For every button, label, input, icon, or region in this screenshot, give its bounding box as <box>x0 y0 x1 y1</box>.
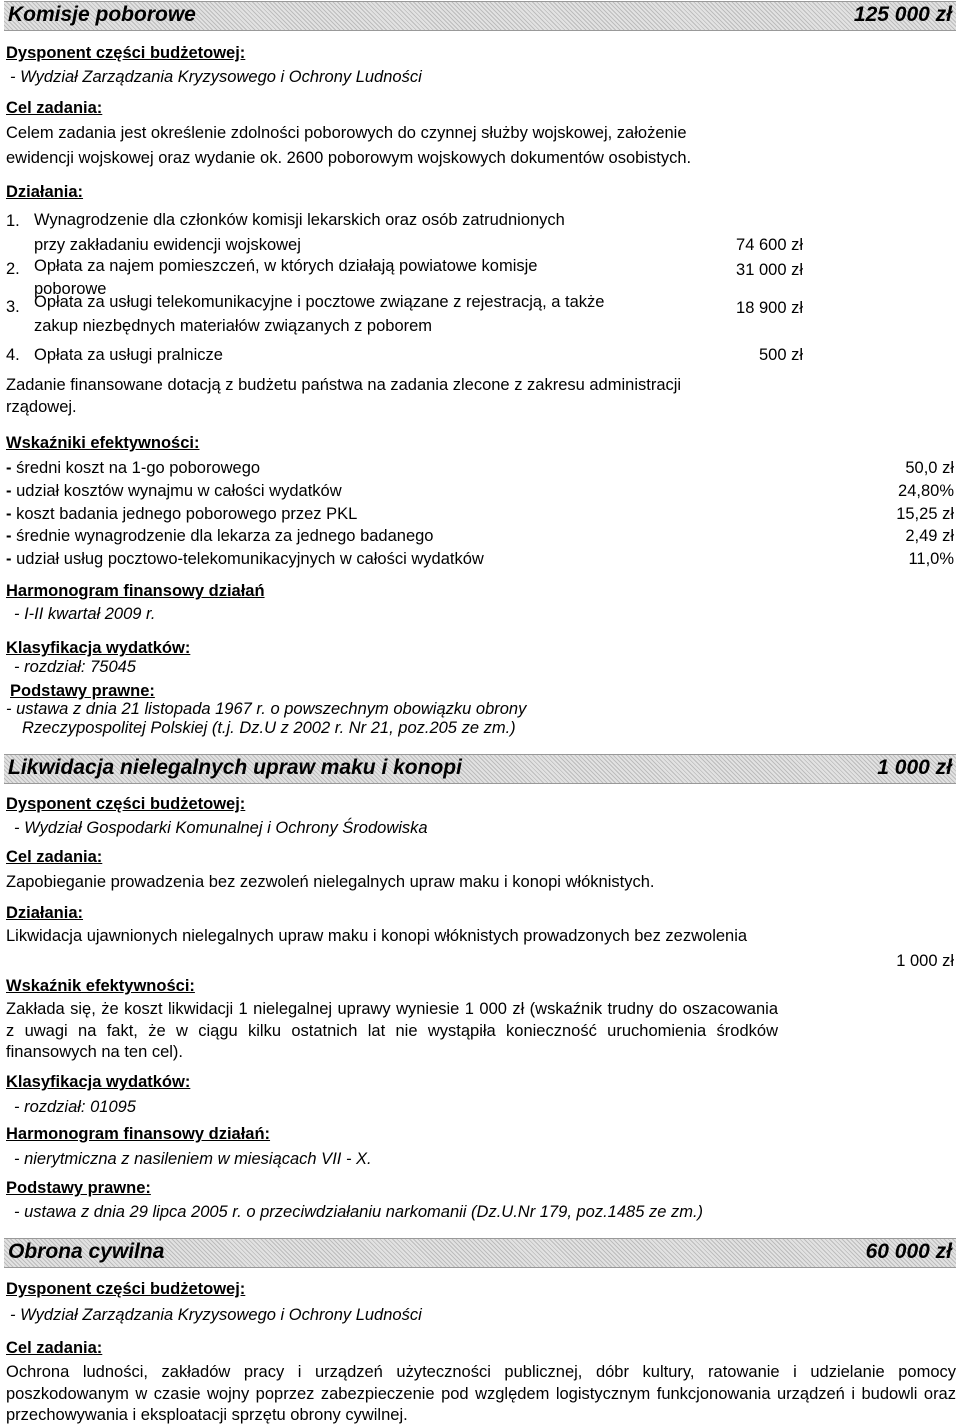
financing-note: Zadanie finansowane dotacją z budżetu państwa na zadania zlecone z zakresu administracji <box>6 376 682 394</box>
dysponent-heading: Dysponent części budżetowej: <box>6 795 246 813</box>
indicator-row: - średnie wynagrodzenie dla lekarza za jednego badanego <box>6 527 434 545</box>
action-text: Opłata za usługi telekomunikacyjne i pocztowe związane z rejestracją, a także <box>34 293 605 311</box>
action-amount: 74 600 zł <box>736 236 803 254</box>
action-number: 3. <box>6 298 20 316</box>
action-number: 1. <box>6 212 20 230</box>
section-amount: 1 000 zł <box>877 756 952 779</box>
indicator-value: 2,49 zł <box>905 527 954 545</box>
cel-line-2: ewidencji wojskowej oraz wydanie ok. 2600 poborowym wojskowych dokumentów osobistych. <box>6 149 692 167</box>
dysponent-heading: Dysponent części budżetowej: <box>6 1280 246 1298</box>
dzialania-text: Likwidacja ujawnionych nielegalnych upraw maku i konopi włóknistych prowadzonych bez zezwolenia <box>6 927 748 945</box>
indicator-row: - udział usług pocztowo-telekomunikacyjnych w całości wydatków <box>6 550 484 568</box>
section-amount: 60 000 zł <box>865 1240 952 1263</box>
action-text-cont: poborowe <box>34 280 107 298</box>
indicator-label: udział kosztów wynajmu w całości wydatków <box>16 482 342 500</box>
harmonogram-heading: Harmonogram finansowy działań <box>6 582 265 600</box>
section-title: Obrona cywilna <box>8 1240 165 1263</box>
dysponent-value: - Wydział Zarządzania Kryzysowego i Ochrony Ludności <box>10 68 422 86</box>
action-number: 4. <box>6 346 20 364</box>
podstawy-heading: Podstawy prawne: <box>10 682 155 700</box>
section-banner-komisje <box>4 1 956 31</box>
action-text: Wynagrodzenie dla członków komisji lekarskich oraz osób zatrudnionych <box>34 211 565 229</box>
cel-text: Zapobieganie prowadzenia bez zezwoleń nielegalnych upraw maku i konopi włóknistych. <box>6 873 655 891</box>
indicator-label: średni koszt na 1-go poborowego <box>16 459 261 477</box>
cel-heading: Cel zadania: <box>6 99 103 117</box>
podstawy-line-2: Rzeczypospolitej Polskiej (t.j. Dz.U z 2002 r. Nr 21, poz.205 ze zm.) <box>22 719 516 737</box>
indicator-row: - średni koszt na 1-go poborowego <box>6 459 261 477</box>
wskazniki-heading: Wskaźniki efektywności: <box>6 434 200 452</box>
wskaznik-heading: Wskaźnik efektywności: <box>6 977 195 995</box>
action-text-cont: zakup niezbędnych materiałów związanych z poborem <box>34 317 433 335</box>
dysponent-value: - Wydział Gospodarki Komunalnej i Ochrony Środowiska <box>14 819 428 837</box>
klasyfikacja-value: - rozdział: 75045 <box>14 658 136 676</box>
podstawy-heading: Podstawy prawne: <box>6 1179 151 1197</box>
financing-note-cont: rządowej. <box>6 398 77 416</box>
section-banner-likwidacja <box>4 754 956 784</box>
klasyfikacja-heading: Klasyfikacja wydatków: <box>6 639 191 657</box>
indicator-value: 11,0% <box>908 550 954 568</box>
klasyfikacja-heading: Klasyfikacja wydatków: <box>6 1073 191 1091</box>
action-amount: 500 zł <box>758 346 803 364</box>
dzialania-amount: 1 000 zł <box>896 952 954 970</box>
klasyfikacja-value: - rozdział: 01095 <box>14 1098 136 1116</box>
podstawy-value: - ustawa z dnia 29 lipca 2005 r. o przeciwdziałaniu narkomanii (Dz.U.Nr 179, poz.1485 ze zm.) <box>14 1203 704 1221</box>
indicator-row: - udział kosztów wynajmu w całości wydatków <box>6 482 342 500</box>
cel-heading: Cel zadania: <box>6 1339 103 1357</box>
indicator-label: koszt badania jednego poborowego przez PKL <box>16 505 358 523</box>
harmonogram-value: - I-II kwartał 2009 r. <box>14 605 156 623</box>
indicator-value: 15,25 zł <box>896 505 954 523</box>
action-amount: 31 000 zł <box>736 261 803 279</box>
indicator-label: średnie wynagrodzenie dla lekarza za jednego badanego <box>16 527 434 545</box>
indicator-row: - koszt badania jednego poborowego przez PKL <box>6 505 358 523</box>
cel-text: Ochrona ludności, zakładów pracy i urządzeń użyteczności publicznej, dóbr kultury, ratowanie i udzielanie pomocy poszkodowanym w czasie wojny poprzez zabezpieczenie pod względem logistycznym funkcjonowania urządzeń i budowli oraz przechowywania i eksploatacji sprzętu obrony cywilnej. <box>6 1363 956 1424</box>
harmonogram-heading: Harmonogram finansowy działań: <box>6 1125 271 1143</box>
dzialania-heading: Działania: <box>6 183 84 201</box>
cel-line-1: Celem zadania jest określenie zdolności poborowych do czynnej służby wojskowej, założenie <box>6 124 687 142</box>
action-text-cont: przy zakładaniu ewidencji wojskowej <box>34 236 301 254</box>
dysponent-heading: Dysponent części budżetowej: <box>6 44 246 62</box>
section-banner-obrona <box>4 1238 956 1268</box>
section-title: Likwidacja nielegalnych upraw maku i konopi <box>8 756 462 779</box>
dysponent-value: - Wydział Zarządzania Kryzysowego i Ochrony Ludności <box>10 1306 422 1324</box>
section-title: Komisje poborowe <box>8 3 196 26</box>
action-text: Opłata za najem pomieszczeń, w których działają powiatowe komisje <box>34 257 538 275</box>
indicator-label: udział usług pocztowo-telekomunikacyjnych w całości wydatków <box>16 550 484 568</box>
dzialania-heading: Działania: <box>6 904 84 922</box>
podstawy-line-1: - ustawa z dnia 21 listopada 1967 r. o powszechnym obowiązku obrony <box>6 700 527 718</box>
cel-heading: Cel zadania: <box>6 848 103 866</box>
wskaznik-text: Zakłada się, że koszt likwidacji 1 nielegalnej uprawy wyniesie 1 000 zł (wskaźnik trudny do oszacowania z uwagi na fakt, że w ciągu kilku ostatnich lat nie wystąpiła konieczność uruchomienia środków finansowych na ten cel). <box>6 1000 778 1061</box>
action-number: 2. <box>6 260 20 278</box>
harmonogram-value: - nierytmiczna z nasileniem w miesiącach VII - X. <box>14 1150 372 1168</box>
action-amount: 18 900 zł <box>736 299 803 317</box>
indicator-value: 50,0 zł <box>905 459 954 477</box>
indicator-value: 24,80% <box>898 482 954 500</box>
section-amount: 125 000 zł <box>853 3 952 26</box>
action-text: Opłata za usługi pralnicze <box>34 346 223 364</box>
